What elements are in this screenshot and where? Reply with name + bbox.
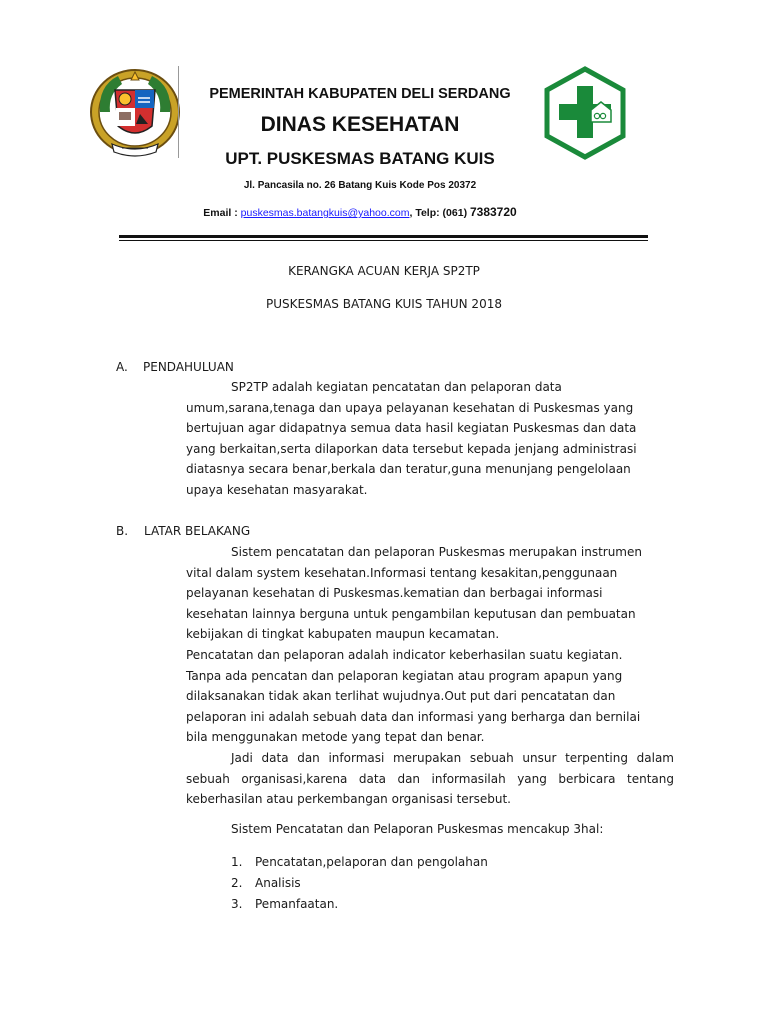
paragraph-line: SP2TP adalah kegiatan pencatatan dan pelaporan data xyxy=(231,380,562,394)
section-a-heading xyxy=(116,360,234,374)
list-text: Pencatatan,pelaporan dan pengolahan xyxy=(255,855,488,869)
document-subtitle: PUSKESMAS BATANG KUIS TAHUN 2018 xyxy=(266,297,502,311)
paragraph-line: kesehatan lainnya berguna untuk pengambilan keputusan dan pembuatan xyxy=(186,606,636,621)
section-letter: A. xyxy=(116,360,128,374)
list-item xyxy=(231,852,488,873)
section-title: PENDAHULUAN xyxy=(143,360,234,374)
scope-list xyxy=(231,852,488,915)
paragraph-line: bertujuan agar didapatnya semua data hasil kegiatan Puskesmas dan data xyxy=(186,421,637,436)
section-title: LATAR BELAKANG xyxy=(144,524,251,538)
paragraph-line: pelaporan ini adalah sebuah data dan informasi yang berharga dan bernilai xyxy=(186,709,641,724)
paragraph-line: Jadi data dan informasi merupakan sebuah unsur terpenting dalam xyxy=(231,750,674,765)
phone-number: 7383720 xyxy=(469,205,517,219)
header-rule-thin xyxy=(119,240,648,241)
paragraph-line: vital dalam system kesehatan.Informasi tentang kesakitan,penggunaan xyxy=(186,565,618,580)
email-label: Email : xyxy=(203,207,241,219)
letterhead-address: Jl. Pancasila no. 26 Batang Kuis Kode Pos 20372 xyxy=(243,180,477,191)
list-intro xyxy=(186,819,674,840)
logo-divider xyxy=(178,66,179,158)
paragraph-line: bila menggunakan metode yang tepat dan benar. xyxy=(186,730,485,745)
paragraph-line: pelayanan kesehatan di Puskesmas.kematian dan berbagai informasi xyxy=(186,586,603,601)
section-letter: B. xyxy=(116,524,129,538)
email-link[interactable]: puskesmas.batangkuis@yahoo.com xyxy=(240,207,410,219)
letterhead-contact xyxy=(180,205,540,219)
section-b-paragraph xyxy=(186,542,674,810)
section-a-paragraph xyxy=(186,377,674,501)
list-number: 1. xyxy=(231,855,243,869)
paragraph-line: Pencatatan dan pelaporan adalah indicator keberhasilan suatu kegiatan. xyxy=(186,647,623,662)
list-number: 2. xyxy=(231,876,243,890)
deli-serdang-seal-icon xyxy=(88,66,182,162)
letterhead-government: PEMERINTAH KABUPATEN DELI SERDANG xyxy=(209,86,511,102)
paragraph-line: umum,sarana,tenaga dan upaya pelayanan kesehatan di Puskesmas yang xyxy=(186,400,634,415)
paragraph-line: yang berkaitan,serta dilaporkan data tersebut kepada jenjang administrasi xyxy=(186,441,637,456)
list-intro-text: Sistem Pencatatan dan Pelaporan Puskesmas mencakup 3hal: xyxy=(231,822,604,836)
letterhead-department: DINAS KESEHATAN xyxy=(260,113,460,136)
list-text: Analisis xyxy=(255,876,301,890)
paragraph-line: sebuah organisasi,karena data dan informasilah yang berbicara tentang xyxy=(186,771,674,786)
list-number: 3. xyxy=(231,897,243,911)
paragraph-line: diatasnya secara benar,berkala dan teratur,guna menunjang pengelolaan xyxy=(186,462,631,477)
header-rule-thick xyxy=(119,235,648,238)
list-text: Pemanfaatan. xyxy=(255,897,339,911)
paragraph-line: upaya kesehatan masyarakat. xyxy=(186,482,368,497)
phone-label: , Telp: (061) xyxy=(409,207,470,219)
puskesmas-cross-icon xyxy=(543,66,627,160)
paragraph-line: keberhasilan atau perkembangan organisasi tersebut. xyxy=(186,792,511,807)
letterhead-unit: UPT. PUSKESMAS BATANG KUIS xyxy=(225,149,495,168)
document-title: KERANGKA ACUAN KERJA SP2TP xyxy=(288,264,480,278)
section-b-heading xyxy=(116,524,250,538)
list-item xyxy=(231,873,488,894)
paragraph-line: dilaksanakan tidak akan terlihat wujudnya.Out put dari pencatatan dan xyxy=(186,689,616,704)
paragraph-line: kebijakan di tingkat kabupaten maupun kecamatan. xyxy=(186,627,500,642)
paragraph-line: Tanpa ada pencatan dan pelaporan kegiatan atau program apapun yang xyxy=(186,668,623,683)
list-item xyxy=(231,894,488,915)
paragraph-line: Sistem pencatatan dan pelaporan Puskesmas merupakan instrumen xyxy=(231,545,642,559)
